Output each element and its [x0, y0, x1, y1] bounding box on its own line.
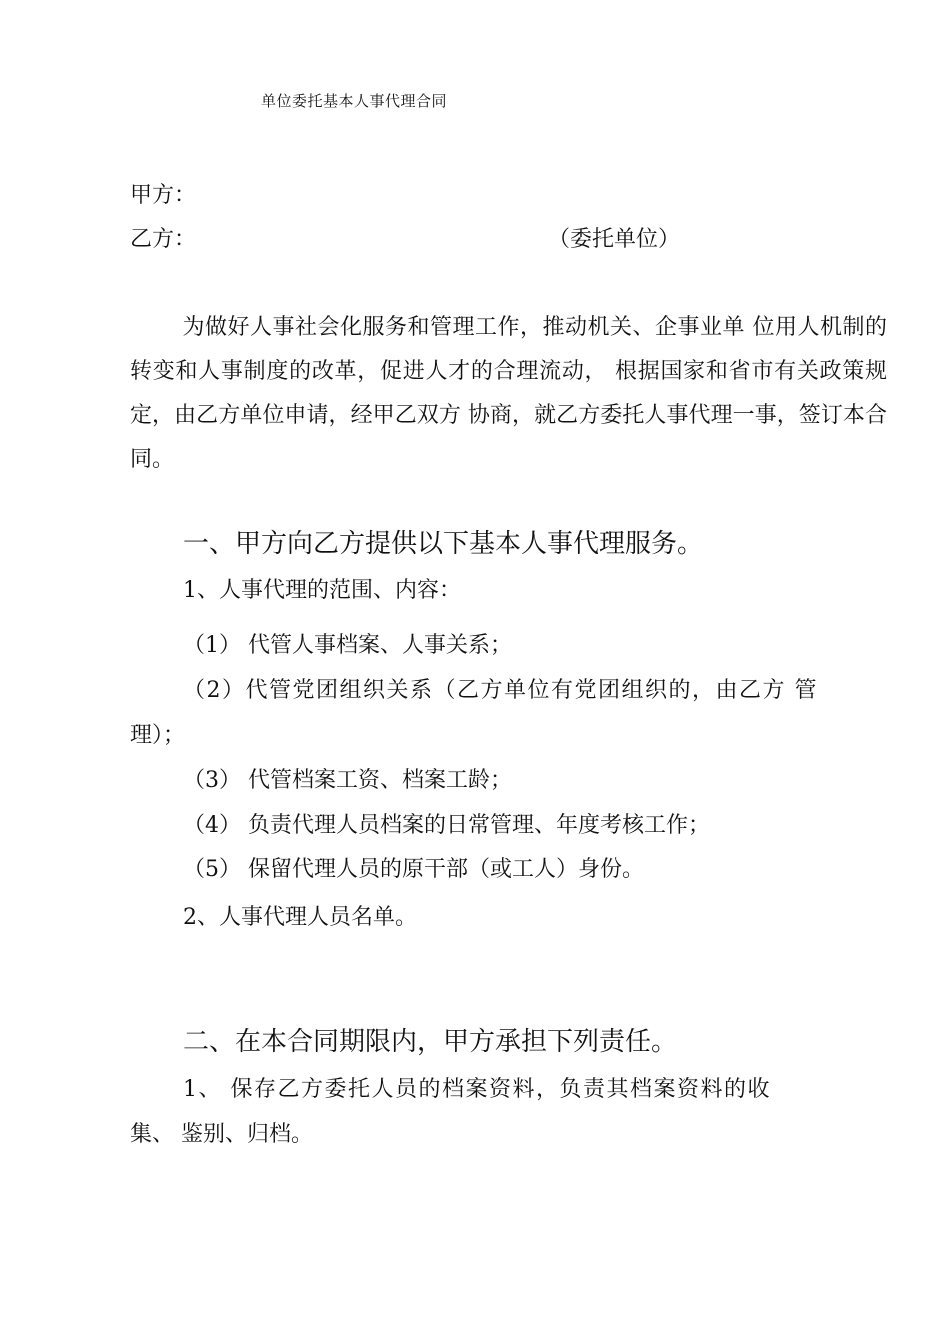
section2-item1-line2: 集、 鉴别、归档。: [130, 1122, 313, 1147]
section1-heading: 一、甲方向乙方提供以下基本人事代理服务。: [183, 529, 704, 559]
section2-heading: 二、在本合同期限内，甲方承担下列责任。: [183, 1027, 678, 1057]
section1-item2-label: 2、人事代理人员名单。: [183, 905, 417, 930]
section1-sub-item-2-continuation: 理）；: [130, 723, 186, 748]
section1-sub-item-1: （1） 代管人事档案、人事关系；: [183, 633, 512, 658]
party-b-note: （委托单位）: [548, 227, 681, 252]
section1-sub-item-5: （5） 保留代理人员的原干部（或工人）身份。: [183, 857, 644, 882]
party-b-label: 乙方：: [130, 227, 197, 252]
section1-item1-label: 1、人事代理的范围、内容：: [183, 578, 461, 603]
section1-sub-item-2: （2）代管党团组织关系（乙方单位有党团组织的，由乙方 管: [183, 678, 818, 703]
section1-sub-item-4: （4） 负责代理人员档案的日常管理、年度考核工作；: [183, 813, 710, 838]
party-a-label: 甲方：: [130, 183, 197, 208]
document-title: 单位委托基本人事代理合同: [261, 92, 448, 110]
section1-sub-item-3: （3） 代管档案工资、档案工龄；: [183, 768, 512, 793]
section2-item1-line1: 1、 保存乙方委托人员的档案资料，负责其档案资料的收: [183, 1077, 771, 1102]
intro-paragraph: [130, 306, 887, 482]
intro-paragraph-text: 为做好人事社会化服务和管理工作，推动机关、企事业单 位用人机制的转变和人事制度的改革，促进人才的合理流动， 根据国家和省市有关政策规定，由乙方单位申请，经甲乙双方 协商，就乙方委托人事代理一事，签订本合同。: [130, 315, 887, 472]
